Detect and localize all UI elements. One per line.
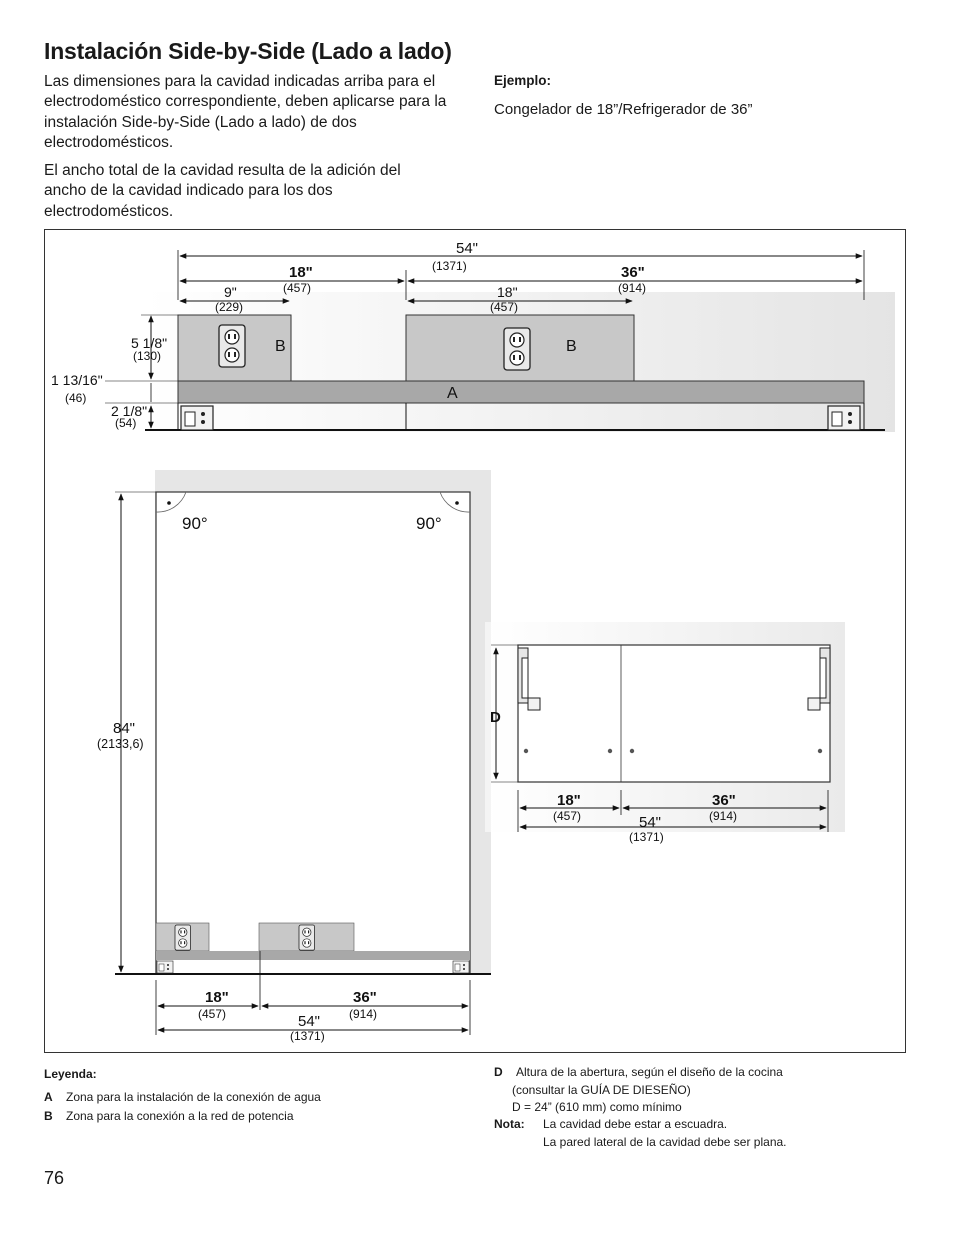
top-dim-left-mm: (457) [283, 281, 312, 295]
top-dim-5-in: 5 1/8" [131, 335, 168, 351]
top-dim-9-in: 9" [224, 284, 237, 300]
top-dim-2-mm: (54) [115, 416, 137, 430]
front-dim-height-in: 84" [113, 720, 136, 737]
legend-a-key: A [44, 1090, 53, 1104]
top-dim-left-in: 18" [289, 264, 313, 281]
legend-a-text: Zona para la instalación de la conexión de agua [66, 1090, 321, 1104]
front-dim-left-in: 18" [205, 989, 229, 1006]
zone-b-label-left: B [275, 338, 286, 355]
legend-note-key: Nota: [494, 1117, 525, 1131]
width-paragraph: El ancho total de la cavidad resulta de la adición del ancho de la cavidad indicado para los dos electrodomésticos. [44, 162, 401, 220]
page-title: Instalación Side-by-Side (Lado a lado) [44, 38, 452, 64]
front-elevation-diagram [97, 470, 491, 1043]
legend-d-text3: D = 24” (610 mm) como mínimo [512, 1100, 682, 1114]
legend-b-text: Zona para la conexión a la red de potencia [66, 1109, 294, 1123]
top-dim-18b-mm: (457) [490, 300, 519, 314]
legend-note-text1: La cavidad debe estar a escuadra. [543, 1117, 728, 1131]
plan-dim-total-in: 54" [639, 814, 662, 831]
angle-right-label: 90° [416, 514, 442, 533]
legend-d-text1: Altura de la abertura, según el diseño de la cocina [516, 1065, 783, 1079]
front-dim-height-mm: (2133,6) [97, 737, 144, 751]
top-dim-9-mm: (229) [215, 300, 244, 314]
example-label: Ejemplo: [494, 73, 552, 88]
top-dim-2-in: 2 1/8" [111, 403, 148, 419]
diagram-frame [44, 229, 906, 1053]
top-dim-5-mm: (130) [133, 349, 162, 363]
legend-item-a [44, 1089, 321, 1107]
front-dim-total-in: 54" [298, 1013, 321, 1030]
top-dim-1-in: 1 13/16" [51, 372, 103, 388]
legend-d-text2: (consultar la GUÍA DE DIESEÑO) [512, 1082, 691, 1097]
top-dim-right-mm: (914) [618, 281, 647, 295]
top-dim-1-mm: (46) [65, 391, 87, 405]
legend-d-key: D [494, 1065, 503, 1079]
legend-note [494, 1116, 834, 1151]
installation-diagram [45, 230, 907, 1054]
legend-title: Leyenda: [44, 1067, 97, 1081]
legend-item-d [494, 1064, 814, 1117]
front-dim-total-mm: (1371) [290, 1029, 325, 1043]
intro-paragraph: Las dimensiones para la cavidad indicadas arriba para el electrodoméstico correspondiente, deben aplicarse para la instalación Side-by-Side (Lado a lado) de dos electrodomésticos. [44, 73, 447, 151]
top-dim-total-mm: (1371) [432, 259, 467, 273]
top-elevation-diagram [51, 240, 895, 432]
front-dim-left-mm: (457) [198, 1007, 227, 1021]
legend-item-b [44, 1108, 294, 1126]
page-number: 76 [44, 1168, 65, 1188]
zone-b-label-right: B [566, 338, 577, 355]
example-text: Congelador de 18”/Refrigerador de 36” [494, 101, 753, 118]
top-dim-total-in: 54" [456, 240, 479, 257]
plan-dim-right-in: 36" [712, 792, 736, 809]
plan-dim-total-mm: (1371) [629, 830, 664, 844]
top-dim-right-in: 36" [621, 264, 645, 281]
front-dim-right-in: 36" [353, 989, 377, 1006]
plan-view-diagram [485, 622, 845, 844]
zone-a-label: A [447, 385, 458, 402]
top-dim-18b-in: 18" [497, 284, 518, 300]
plan-dim-left-mm: (457) [553, 809, 582, 823]
front-dim-right-mm: (914) [349, 1007, 378, 1021]
legend-note-text2: La pared lateral de la cavidad debe ser plana. [543, 1134, 787, 1149]
plan-dim-left-in: 18" [557, 792, 581, 809]
angle-left-label: 90° [182, 514, 208, 533]
plan-dim-d-label: D [490, 709, 501, 726]
legend-b-key: B [44, 1109, 53, 1123]
plan-dim-right-mm: (914) [709, 809, 738, 823]
